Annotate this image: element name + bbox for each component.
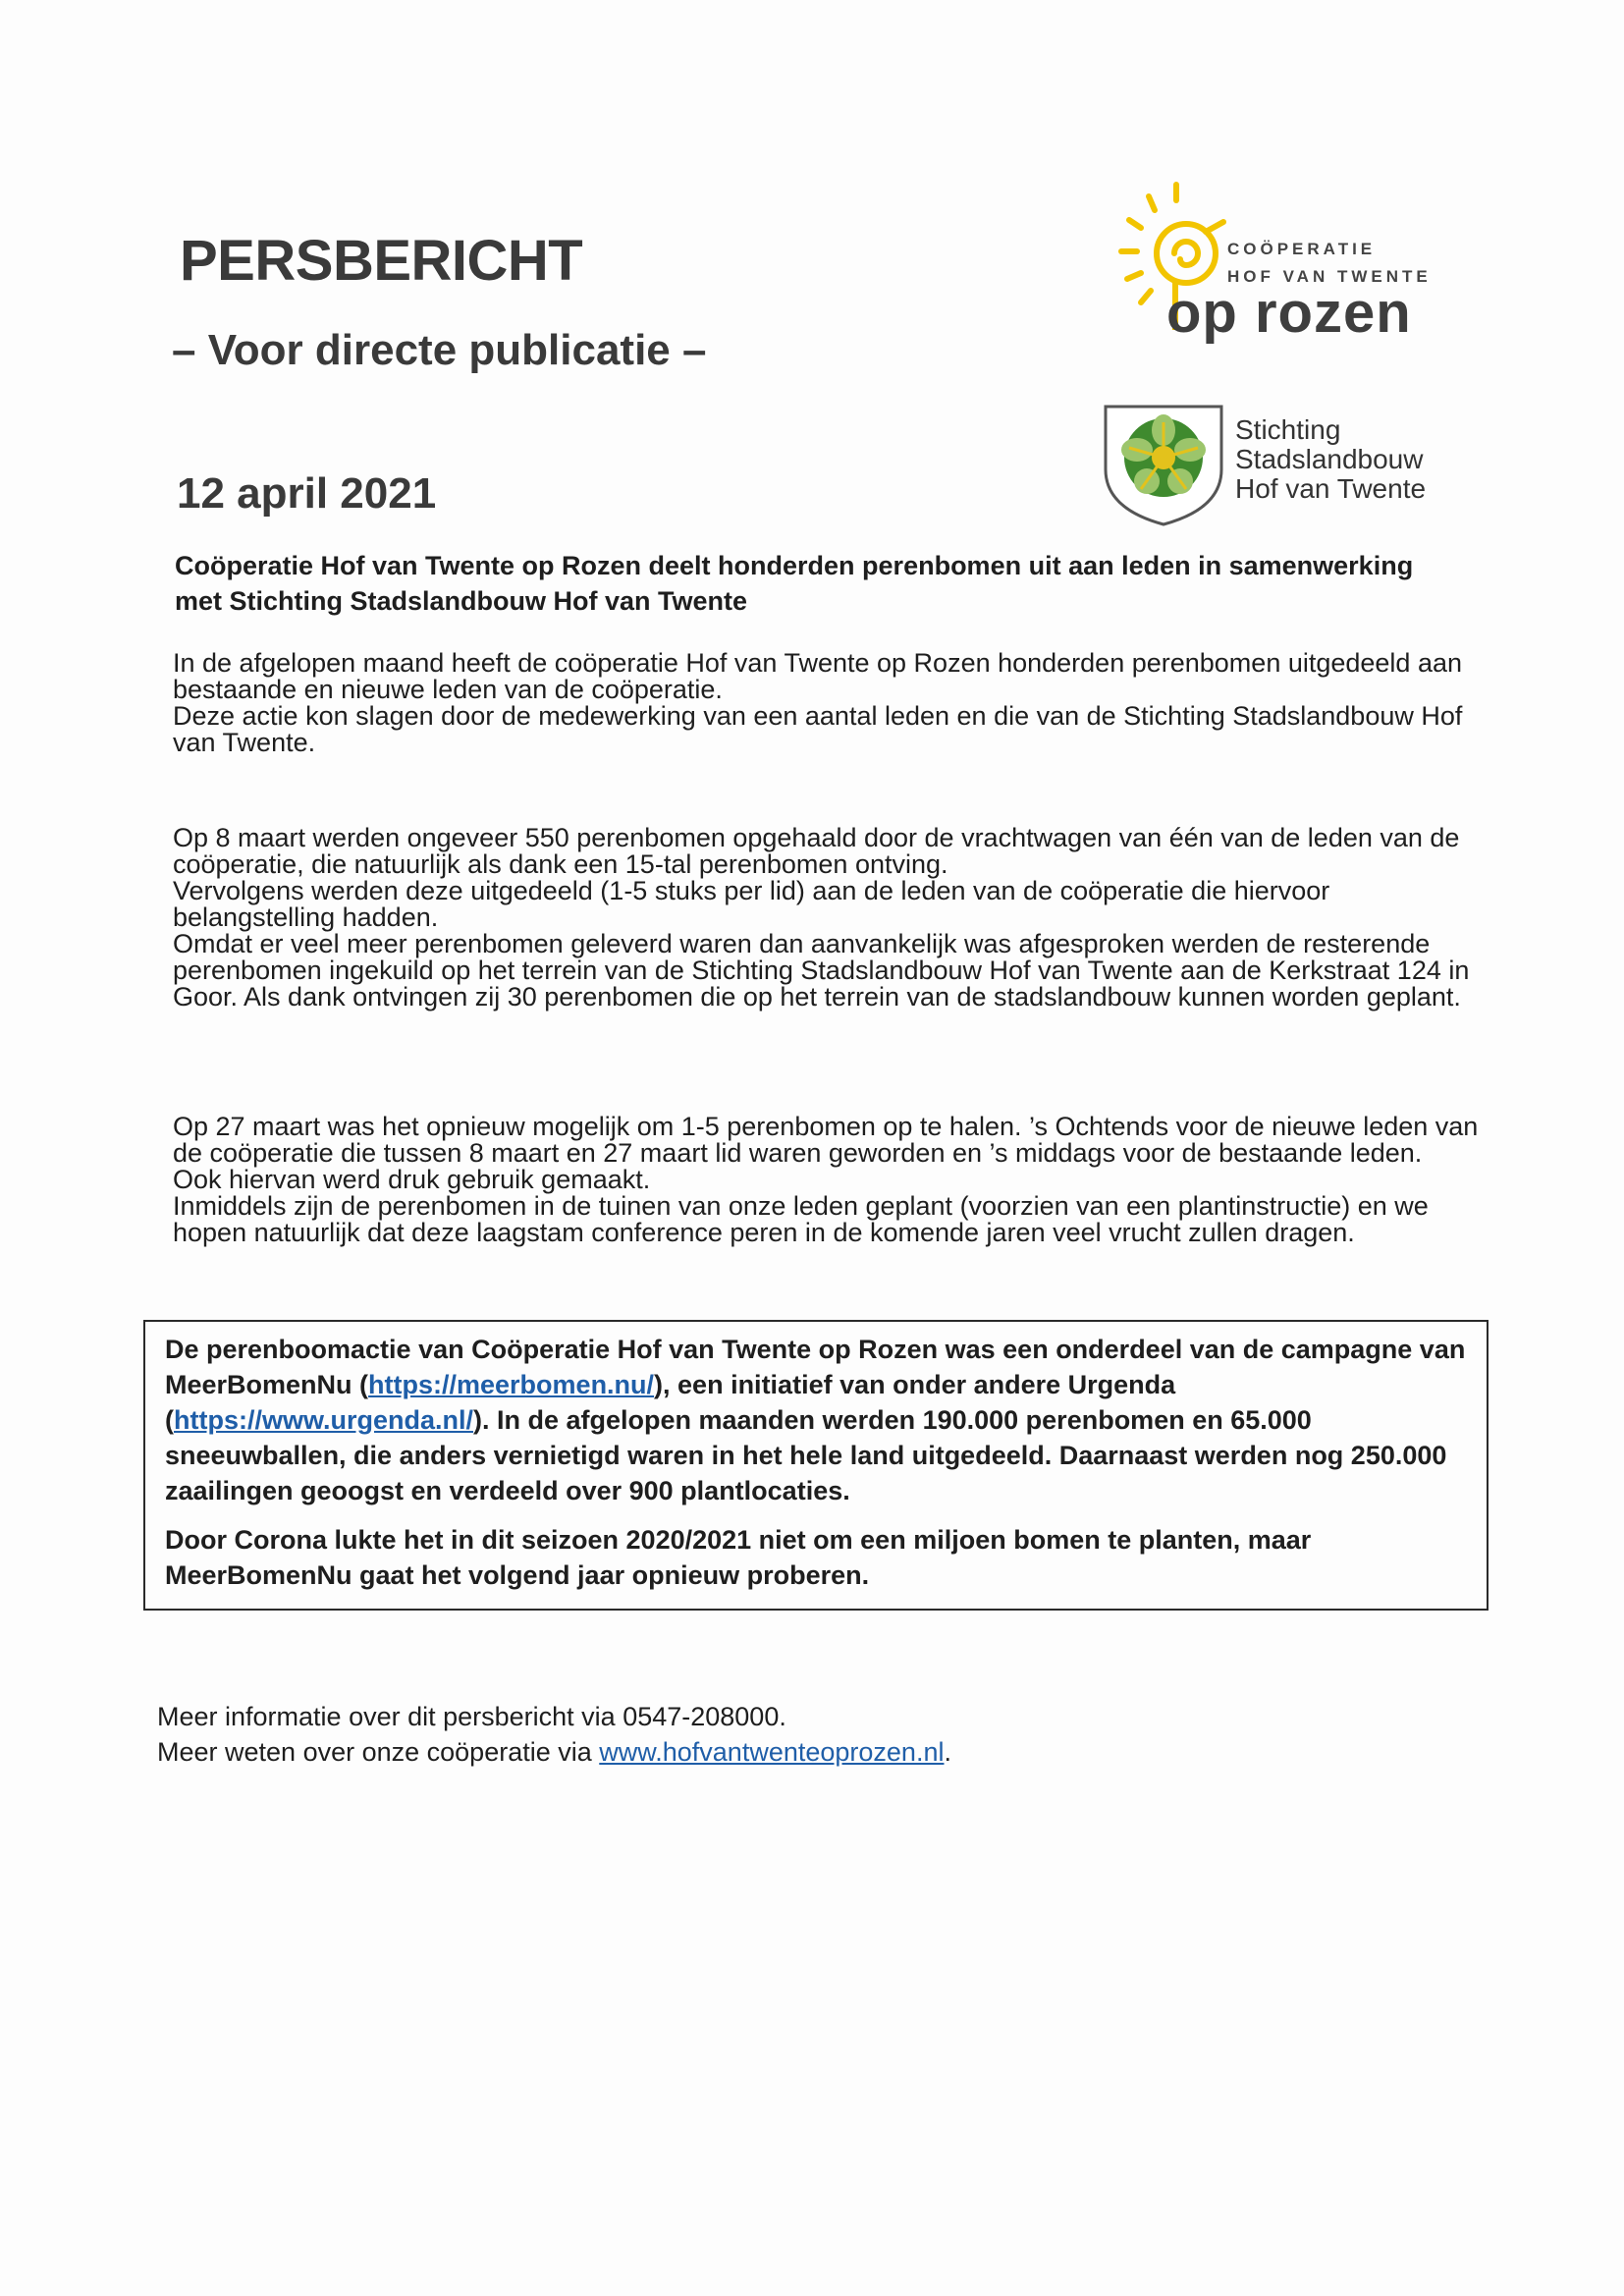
footer-contact-line: Meer informatie over dit persbericht via 0547-208000. xyxy=(157,1702,786,1731)
paragraph-2c: Omdat er veel meer perenbomen geleverd waren dan aanvankelijk was afgesproken werden de resterende perenbomen ingekuild op het terrein van de Stichting Stadslandbouw Hof van Twente aan de Kerkstraat 124 in Goor. Als dank ontvingen zij 30 perenbomen die op het terrein van de stadslandbouw kunnen worden geplant. xyxy=(173,929,1470,1011)
info-paragraph-2: Door Corona lukte het in dit seizoen 2020/2021 niet om een miljoen bomen te planten, maar MeerBomenNu gaat het volgend jaar opnieuw proberen. xyxy=(165,1525,1312,1590)
urgenda-link[interactable]: https://www.urgenda.nl/ xyxy=(174,1405,473,1435)
website-link[interactable]: www.hofvantwenteoprozen.nl xyxy=(599,1737,945,1767)
page-title: PERSBERICHT xyxy=(180,229,583,293)
footer-website-line xyxy=(157,1734,951,1770)
paragraph-3a: Op 27 maart was het opnieuw mogelijk om 1-5 perenbomen op te halen. ’s Ochtends voor de nieuwe leden van de coöperatie die tussen 8 maart en 27 maart lid waren geworden en ’s middags voor de bestaande leden. xyxy=(173,1112,1479,1168)
paragraph-1b: Deze actie kon slagen door de medewerking van een aantal leden en die van de Stichting Stadslandbouw Hof van Twente. xyxy=(173,701,1463,757)
page-subtitle: – Voor directe publicatie – xyxy=(172,326,707,374)
cooperatie-name-label: HOF VAN TWENTE xyxy=(1227,267,1432,286)
paragraph-2a: Op 8 maart werden ongeveer 550 perenbomen opgehaald door de vrachtwagen van één van de leden van de coöperatie, die natuurlijk als dank een 15-tal perenbomen ontving. xyxy=(173,823,1460,879)
cooperatie-label: COÖPERATIE xyxy=(1227,240,1377,258)
stichting-shield-logo-icon xyxy=(1100,401,1227,528)
paragraph-3c: Inmiddels zijn de perenbomen in de tuinen van onze leden geplant (voorzien van een plantinstructie) en we hopen natuurlijk dat deze laagstam conference peren in de komende jaren veel vrucht zullen dragen. xyxy=(173,1191,1429,1247)
footer xyxy=(157,1699,951,1770)
meerbomen-link[interactable]: https://meerbomen.nu/ xyxy=(368,1370,655,1399)
footer-website-text: Meer weten over onze coöperatie via xyxy=(157,1737,600,1767)
stichting-label-line3: Hof van Twente xyxy=(1235,473,1427,504)
stichting-label-line2: Stadslandbouw xyxy=(1235,444,1424,474)
info-text-1: De perenboomactie van Coöperatie Hof van Twente op Rozen was een onderdeel van de campagne van MeerBomenNu ( xyxy=(165,1335,1466,1399)
info-box xyxy=(143,1320,1489,1611)
stichting-label-line1: Stichting xyxy=(1235,414,1341,445)
paragraph-3 xyxy=(173,1114,1489,1246)
paragraph-2 xyxy=(173,825,1489,1011)
press-date: 12 april 2021 xyxy=(177,469,437,518)
cooperatie-brand-text: op rozen xyxy=(1166,281,1412,345)
paragraph-1a: In de afgelopen maand heeft de coöperatie Hof van Twente op Rozen honderden perenbomen uitgedeeld aan bestaande en nieuwe leden van de coöperatie. xyxy=(173,648,1462,704)
paragraph-3b: Ook hiervan werd druk gebruik gemaakt. xyxy=(173,1165,651,1194)
info-text-2: ), een initiatief van onder andere Urgenda ( xyxy=(165,1370,1176,1435)
paragraph-1 xyxy=(173,650,1489,756)
info-paragraph-1 xyxy=(165,1332,1467,1508)
footer-website-end: . xyxy=(944,1737,951,1767)
headline: Coöperatie Hof van Twente op Rozen deelt honderden perenbomen uit aan leden in samenwerking met Stichting Stadslandbouw Hof van Twente xyxy=(175,551,1414,616)
paragraph-2b: Vervolgens werden deze uitgedeeld (1-5 stuks per lid) aan de leden van de coöperatie die hiervoor belangstelling hadden. xyxy=(173,876,1330,932)
info-text-3: ). In de afgelopen maanden werden 190.000 perenbomen en 65.000 sneeuwballen, die anders vernietigd waren in het hele land uitgedeeld. Daarnaast werden nog 250.000 zaailingen geoogst en verdeeld over 900 plantlocaties. xyxy=(165,1405,1447,1505)
